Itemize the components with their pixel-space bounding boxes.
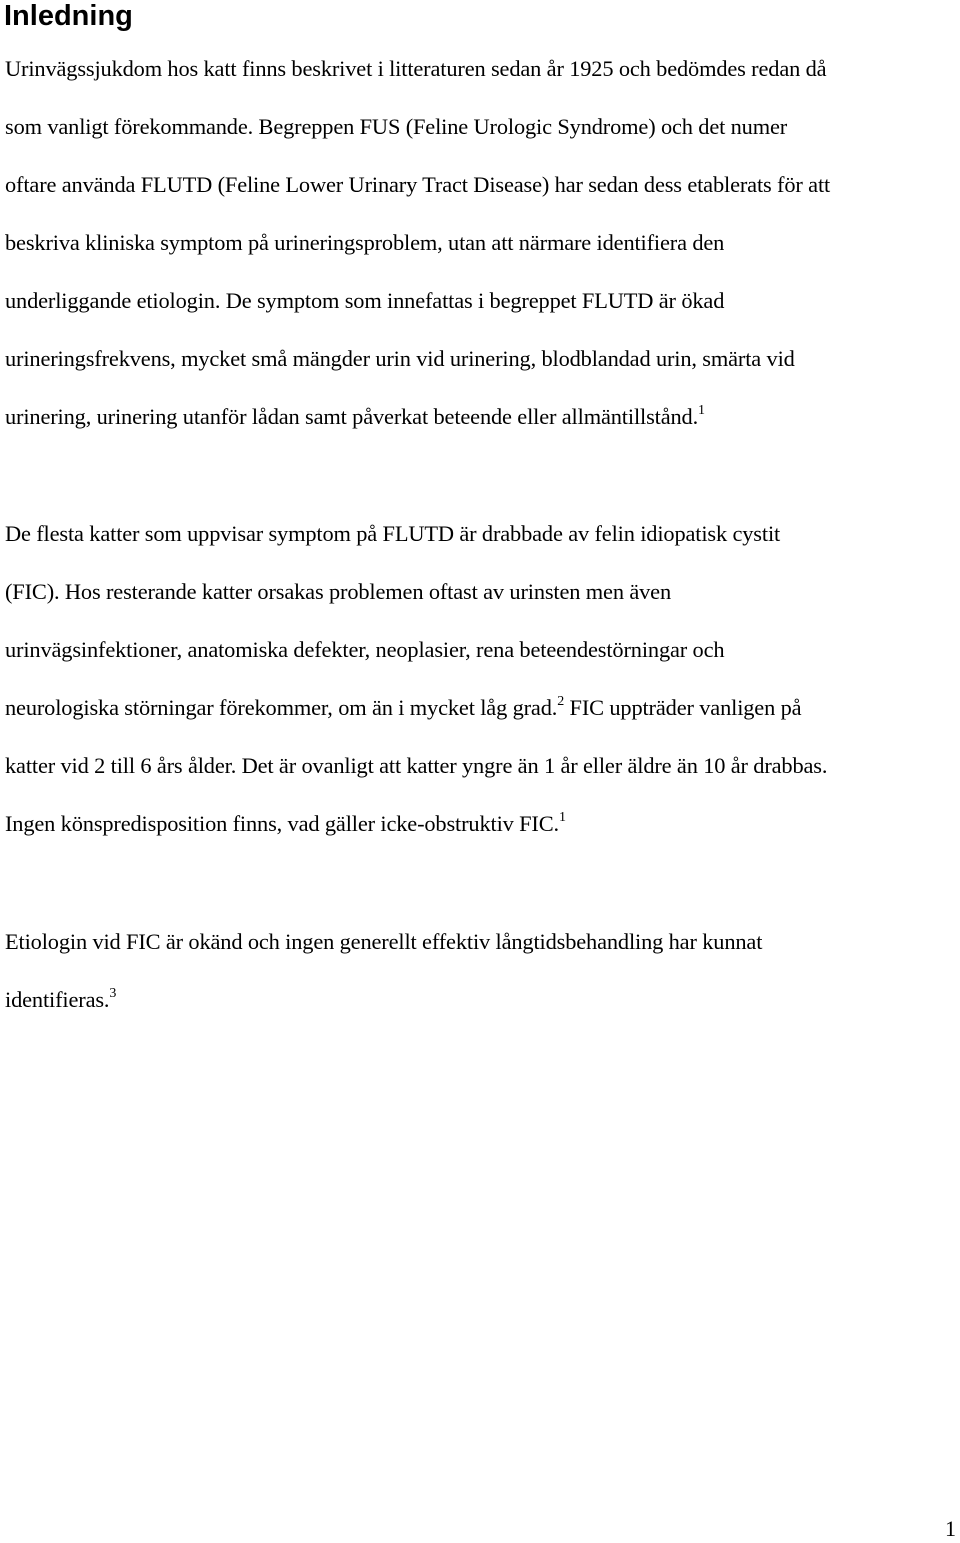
line-text: (FIC). Hos resterande katter orsakas problemen oftast av urinsten men även [5,579,671,604]
text-line [5,737,827,795]
footnote-reference: 2 [557,693,565,709]
line-text-after: FIC uppträder vanligen på [564,695,802,720]
footnote-reference: 3 [109,985,117,1001]
text-line [5,621,827,679]
text-line [5,272,830,330]
text-line [5,98,830,156]
line-text: urinering, urinering utanför lådan samt påverkat beteende eller allmäntillstånd. [5,404,699,429]
line-text: Etiologin vid FIC är okänd och ingen generellt effektiv långtidsbehandling har kunnat [5,929,763,954]
text-line [5,388,830,446]
text-line [5,563,827,621]
text-line [5,40,830,98]
footnote-reference: 1 [558,809,566,825]
section-heading: Inledning [4,0,133,32]
paragraph-2 [5,505,827,853]
page-number: 1 [945,1516,956,1541]
line-text: Urinvägssjukdom hos katt finns beskrivet i litteraturen sedan år 1925 och bedömdes redan då [5,56,827,81]
text-line [5,156,830,214]
footnote-reference: 1 [698,402,705,418]
line-text: identifieras. [5,987,110,1012]
text-line [5,505,827,563]
line-text: urineringsfrekvens, mycket små mängder urin vid urinering, blodblandad urin, smärta vid [5,346,795,371]
text-line [5,330,830,388]
text-line [5,214,830,272]
line-text: Ingen könspredisposition finns, vad gäller icke-obstruktiv FIC. [5,811,559,836]
text-line [5,971,762,1029]
line-text: urinvägsinfektioner, anatomiska defekter, neoplasier, rena beteendestörningar och [5,637,725,662]
line-text: underliggande etiologin. De symptom som innefattas i begreppet FLUTD är ökad [5,288,725,313]
paragraph-1 [5,40,830,446]
line-text: beskriva kliniska symptom på urineringsproblem, utan att närmare identifiera den [5,230,725,255]
text-line [5,679,827,737]
text-line [5,795,827,853]
line-text: som vanligt förekommande. Begreppen FUS (Feline Urologic Syndrome) och det numer [5,114,788,139]
paragraph-3 [5,913,762,1029]
line-text: katter vid 2 till 6 års ålder. Det är ovanligt att katter yngre än 1 år eller äldre än 10 år drabbas. [5,753,828,778]
text-line [5,913,762,971]
line-text: De flesta katter som uppvisar symptom på FLUTD är drabbade av felin idiopatisk cystit [5,521,781,546]
line-text: oftare använda FLUTD (Feline Lower Urinary Tract Disease) har sedan dess etablerats för att [5,172,831,197]
line-text: neurologiska störningar förekommer, om än i mycket låg grad. [5,695,558,720]
